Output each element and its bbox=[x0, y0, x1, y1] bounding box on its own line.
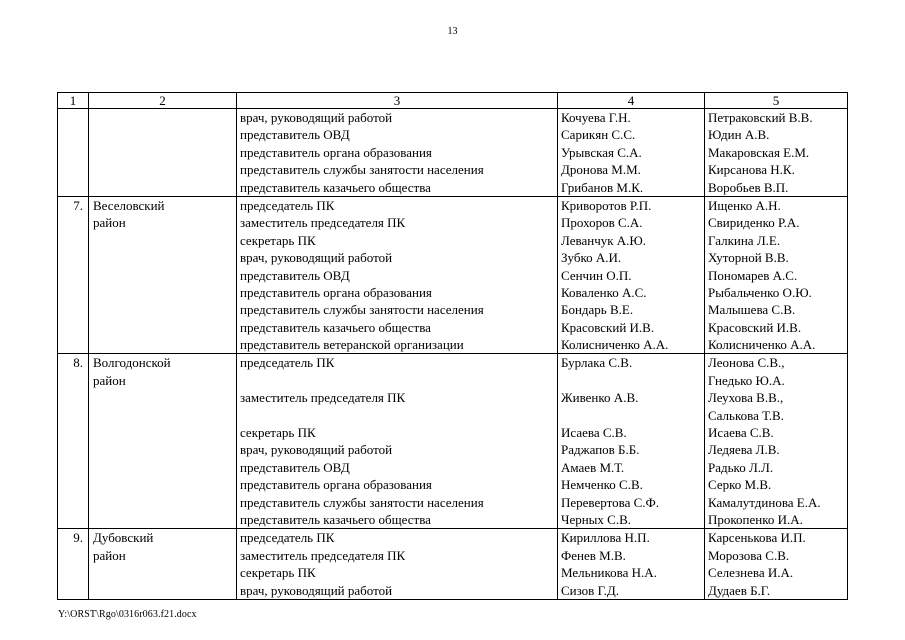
role-line bbox=[240, 372, 557, 389]
member-name: Зубко А.И. bbox=[561, 250, 622, 266]
district-name: район bbox=[93, 215, 126, 231]
header-col-2: 2 bbox=[89, 93, 237, 109]
reserve-name: Исаева С.В. bbox=[708, 425, 774, 441]
reserves-cell bbox=[705, 529, 848, 600]
member-name: Раджапов Б.Б. bbox=[561, 442, 640, 458]
role-line: представитель службы занятости населения bbox=[240, 162, 484, 178]
header-col-5: 5 bbox=[705, 93, 848, 109]
member-name: Мельникова Н.А. bbox=[561, 565, 657, 581]
role-line: врач, руководящий работой bbox=[240, 582, 393, 598]
district-name: район bbox=[93, 372, 126, 388]
member-name bbox=[561, 372, 704, 389]
roles-cell bbox=[237, 354, 558, 529]
reserve-name: Морозова С.В. bbox=[708, 547, 790, 563]
reserve-name: Юдин А.В. bbox=[708, 127, 770, 143]
footer-file-path: Y:\ORST\Rgo\0316r063.f21.docx bbox=[58, 609, 197, 620]
row-number: 8. bbox=[58, 354, 89, 529]
role-line: представитель органа образования bbox=[240, 144, 432, 160]
reserve-name: Радько Л.Л. bbox=[708, 459, 774, 475]
reserves-cell bbox=[705, 196, 848, 354]
member-name: Живенко А.В. bbox=[561, 390, 639, 406]
role-line: секретарь ПК bbox=[240, 232, 316, 248]
reserve-name: Галкина Л.Е. bbox=[708, 232, 781, 248]
role-line: заместитель председателя ПК bbox=[240, 547, 406, 563]
row-number: 7. bbox=[58, 196, 89, 354]
member-name: Амаев М.Т. bbox=[561, 459, 625, 475]
district-cell bbox=[89, 109, 237, 197]
header-col-3: 3 bbox=[237, 93, 558, 109]
reserve-name: Петраковский В.В. bbox=[708, 110, 813, 125]
member-name: Фенев М.В. bbox=[561, 547, 626, 563]
district-name: район bbox=[93, 547, 126, 563]
reserve-name: Хуторной В.В. bbox=[708, 250, 789, 266]
reserve-name: Прокопенко И.А. bbox=[708, 511, 803, 527]
member-name: Перевертова С.Ф. bbox=[561, 494, 660, 510]
table-row bbox=[58, 354, 848, 529]
member-name: Кочуева Г.Н. bbox=[561, 110, 631, 125]
member-name: Исаева С.В. bbox=[561, 425, 627, 441]
reserve-name: Гнедько Ю.А. bbox=[708, 372, 785, 388]
reserve-name: Макаровская Е.М. bbox=[708, 144, 810, 160]
table-row bbox=[58, 109, 848, 197]
roles-cell bbox=[237, 196, 558, 354]
header-col-4: 4 bbox=[558, 93, 705, 109]
reserve-name: Кирсанова Н.К. bbox=[708, 162, 795, 178]
member-name: Сенчин О.П. bbox=[561, 267, 632, 283]
reserve-name: Рыбальченко О.Ю. bbox=[708, 284, 812, 300]
row-number: 9. bbox=[58, 529, 89, 600]
member-name: Красовский И.В. bbox=[561, 319, 655, 335]
role-line: представитель ОВД bbox=[240, 459, 350, 475]
role-line: представитель ОВД bbox=[240, 267, 350, 283]
role-line: заместитель председателя ПК bbox=[240, 215, 406, 231]
page-number: 13 bbox=[447, 26, 458, 37]
member-name: Бондарь В.Е. bbox=[561, 302, 634, 318]
role-line: представитель казачьего общества bbox=[240, 511, 431, 527]
roles-cell bbox=[237, 109, 558, 197]
reserve-name: Селезнева И.А. bbox=[708, 565, 794, 581]
reserve-name: Свириденко Р.А. bbox=[708, 215, 800, 231]
reserve-name: Ищенко А.Н. bbox=[708, 197, 781, 213]
role-line: представитель органа образования bbox=[240, 477, 432, 493]
reserve-name: Малышева С.В. bbox=[708, 302, 796, 318]
table-row bbox=[58, 196, 848, 354]
reserve-name: Воробьев В.П. bbox=[708, 179, 789, 195]
reserve-name: Красовский И.В. bbox=[708, 319, 802, 335]
members-cell bbox=[558, 196, 705, 354]
reserves-cell bbox=[705, 109, 848, 197]
role-line: представитель органа образования bbox=[240, 284, 432, 300]
member-name: Сарикян С.С. bbox=[561, 127, 636, 143]
member-name: Черных С.В. bbox=[561, 511, 632, 527]
table-header-row bbox=[58, 93, 848, 109]
role-line: председатель ПК bbox=[240, 197, 335, 213]
role-line: представитель ветеранской организации bbox=[240, 337, 464, 353]
district-name: Дубовский bbox=[93, 530, 154, 546]
reserve-name: Серко М.В. bbox=[708, 477, 772, 493]
row-number bbox=[58, 109, 89, 197]
role-line: врач, руководящий работой bbox=[240, 442, 393, 458]
reserve-name: Камалутдинова Е.А. bbox=[708, 494, 821, 510]
reserve-name: Салькова Т.В. bbox=[708, 407, 784, 423]
role-line: представитель службы занятости населения bbox=[240, 494, 484, 510]
member-name: Немченко С.В. bbox=[561, 477, 643, 493]
role-line: представитель службы занятости населения bbox=[240, 302, 484, 318]
district-name: Веселовский bbox=[93, 197, 165, 213]
members-cell bbox=[558, 354, 705, 529]
member-name bbox=[561, 407, 704, 424]
role-line: заместитель председателя ПК bbox=[240, 390, 406, 406]
member-name: Грибанов М.К. bbox=[561, 179, 644, 195]
role-line: председатель ПК bbox=[240, 355, 335, 371]
role-line bbox=[240, 407, 557, 424]
members-cell bbox=[558, 529, 705, 600]
roles-cell bbox=[237, 529, 558, 600]
reserve-name: Леонова С.В., bbox=[708, 355, 785, 371]
role-line: секретарь ПК bbox=[240, 425, 316, 441]
member-name: Леванчук А.Ю. bbox=[561, 232, 647, 248]
reserves-cell bbox=[705, 354, 848, 529]
role-line: врач, руководящий работой bbox=[240, 250, 393, 266]
reserve-name: Дудаев Б.Г. bbox=[708, 582, 771, 598]
district-cell bbox=[89, 529, 237, 600]
reserve-name: Карсенькова И.П. bbox=[708, 530, 806, 546]
role-line: представитель казачьего общества bbox=[240, 319, 431, 335]
role-line: секретарь ПК bbox=[240, 565, 316, 581]
district-cell bbox=[89, 354, 237, 529]
member-name: Кириллова Н.П. bbox=[561, 530, 650, 546]
member-name: Коваленко А.С. bbox=[561, 284, 647, 300]
reserve-name: Леухова В.В., bbox=[708, 390, 784, 406]
member-name: Урывская С.А. bbox=[561, 144, 642, 160]
reserve-name: Ледяева Л.В. bbox=[708, 442, 780, 458]
table-row bbox=[58, 529, 848, 600]
district-cell bbox=[89, 196, 237, 354]
role-line: представитель казачьего общества bbox=[240, 179, 431, 195]
member-name: Сизов Г.Д. bbox=[561, 582, 619, 598]
reserve-name: Пономарев А.С. bbox=[708, 267, 798, 283]
member-name: Прохоров С.А. bbox=[561, 215, 643, 231]
role-line: председатель ПК bbox=[240, 530, 335, 546]
district-name: Волгодонской bbox=[93, 355, 171, 371]
header-col-1: 1 bbox=[58, 93, 89, 109]
member-name: Колисниченко А.А. bbox=[561, 337, 669, 353]
reserve-name: Колисниченко А.А. bbox=[708, 337, 816, 353]
commission-table bbox=[57, 92, 848, 600]
role-line: врач, руководящий работой bbox=[240, 110, 393, 125]
members-cell bbox=[558, 109, 705, 197]
member-name: Бурлака С.В. bbox=[561, 355, 633, 371]
member-name: Дронова М.М. bbox=[561, 162, 641, 178]
member-name: Криворотов Р.П. bbox=[561, 197, 652, 213]
role-line: представитель ОВД bbox=[240, 127, 350, 143]
